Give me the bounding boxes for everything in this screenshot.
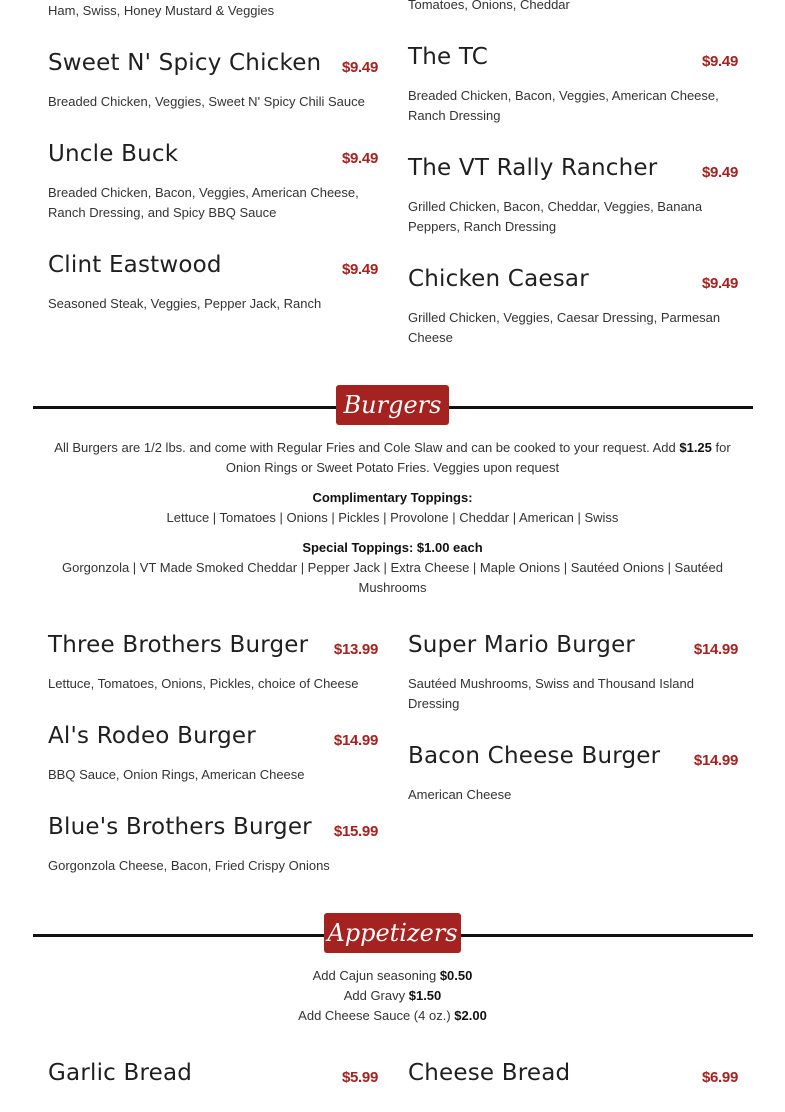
addon-price: $0.50 [439, 968, 473, 983]
addon-label: Add Gravy [343, 988, 409, 1003]
menu-item [408, 155, 738, 234]
addon-label: Add Cheese Sauce (4 oz.) [298, 1008, 455, 1023]
item-description: American Cheese [408, 787, 512, 802]
menu-item [408, 266, 738, 345]
menu-item [48, 723, 378, 782]
special-toppings [40, 538, 745, 598]
item-price: $9.49 [341, 59, 378, 76]
addon-line [40, 1006, 745, 1026]
item-name: The VT Rally Rancher [408, 155, 658, 181]
menu-item [48, 252, 378, 311]
item-price: $5.99 [341, 1069, 378, 1086]
description-line: Sautéed Mushrooms, Swiss and Thousand Island [408, 676, 694, 691]
item-name: Al's Rodeo Burger [48, 723, 256, 749]
item-price: $13.99 [333, 641, 378, 658]
item-description [408, 197, 702, 237]
toppings-heading: Complimentary Toppings: [312, 490, 473, 505]
section-title-burgers: Burgers [336, 385, 449, 425]
intro-price: $1.25 [679, 440, 712, 455]
item-name: Clint Eastwood [48, 252, 222, 278]
description-line: Grilled Chicken, Bacon, Cheddar, Veggies, Banana [408, 199, 703, 214]
item-description [408, 674, 694, 714]
partial-description-right: Tomatoes, Onions, Cheddar [408, 0, 570, 12]
item-price: $15.99 [333, 823, 378, 840]
menu-item [48, 814, 378, 873]
item-price: $14.99 [693, 752, 738, 769]
menu-item [48, 50, 378, 109]
description-line: Ranch Dressing, and Spicy BBQ Sauce [48, 205, 277, 220]
item-price: $9.49 [701, 53, 738, 70]
menu-item [408, 743, 738, 802]
item-description: Gorgonzola Cheese, Bacon, Fried Crispy Onions [48, 858, 330, 873]
item-price: $9.49 [341, 261, 378, 278]
toppings-heading: Special Toppings: $1.00 each [302, 540, 483, 555]
intro-line [40, 438, 745, 458]
menu-item [48, 632, 378, 691]
item-name: Cheese Bread [408, 1060, 571, 1086]
menu-item [408, 632, 738, 711]
section-title-appetizers: Appetizers [324, 913, 461, 953]
addon-price: $2.00 [454, 1008, 487, 1023]
menu-item [48, 141, 378, 220]
addon-line [40, 966, 745, 986]
item-price: $6.99 [701, 1069, 738, 1086]
item-description: Breaded Chicken, Veggies, Sweet N' Spicy Chili Sauce [48, 94, 365, 109]
description-line: Grilled Chicken, Veggies, Caesar Dressing, Parmesan [408, 310, 721, 325]
item-description [408, 308, 720, 348]
menu-item [48, 1060, 378, 1086]
complimentary-toppings [40, 488, 745, 528]
item-name: Chicken Caesar [408, 266, 589, 292]
item-description: BBQ Sauce, Onion Rings, American Cheese [48, 767, 305, 782]
item-name: Bacon Cheese Burger [408, 743, 661, 769]
description-line: Breaded Chicken, Bacon, Veggies, American Cheese, [48, 185, 359, 200]
item-price: $9.49 [341, 150, 378, 167]
item-description [48, 183, 359, 223]
description-line: Cheese [408, 330, 453, 345]
intro-text: for [711, 440, 731, 455]
description-line: Peppers, Ranch Dressing [408, 219, 557, 234]
item-name: Uncle Buck [48, 141, 179, 167]
appetizer-addons [40, 966, 745, 1026]
item-price: $9.49 [701, 164, 738, 181]
item-name: The TC [408, 44, 489, 70]
toppings-list: Gorgonzola | VT Made Smoked Cheddar | Pepper Jack | Extra Cheese | Maple Onions | Sautéed Onions | Sautéed [61, 560, 723, 575]
item-price: $14.99 [693, 641, 738, 658]
toppings-list: Mushrooms [358, 580, 427, 595]
addon-line [40, 986, 745, 1006]
intro-text: All Burgers are 1/2 lbs. and come with Regular Fries and Cole Slaw and can be cooked to your request. Add [54, 440, 680, 455]
menu-item [408, 1060, 738, 1086]
addon-label: Add Cajun seasoning [312, 968, 440, 983]
item-description: Seasoned Steak, Veggies, Pepper Jack, Ranch [48, 296, 322, 311]
item-price: $9.49 [701, 275, 738, 292]
description-line: Dressing [408, 696, 460, 711]
addon-price: $1.50 [408, 988, 442, 1003]
partial-description-left: Ham, Swiss, Honey Mustard & Veggies [48, 3, 275, 18]
description-line: Ranch Dressing [408, 108, 501, 123]
item-name: Blue's Brothers Burger [48, 814, 312, 840]
item-name: Three Brothers Burger [48, 632, 309, 658]
item-name: Sweet N' Spicy Chicken [48, 50, 322, 76]
item-name: Garlic Bread [48, 1060, 193, 1086]
item-name: Super Mario Burger [408, 632, 636, 658]
item-description: Lettuce, Tomatoes, Onions, Pickles, choice of Cheese [48, 676, 359, 691]
item-price: $14.99 [333, 732, 378, 749]
menu-item [408, 44, 738, 123]
intro-line: Onion Rings or Sweet Potato Fries. Veggies upon request [225, 460, 560, 475]
description-line: Breaded Chicken, Bacon, Veggies, American Cheese, [408, 88, 719, 103]
toppings-list: Lettuce | Tomatoes | Onions | Pickles | Provolone | Cheddar | American | Swiss [166, 510, 619, 525]
item-description [408, 86, 719, 126]
burgers-intro [40, 438, 745, 478]
